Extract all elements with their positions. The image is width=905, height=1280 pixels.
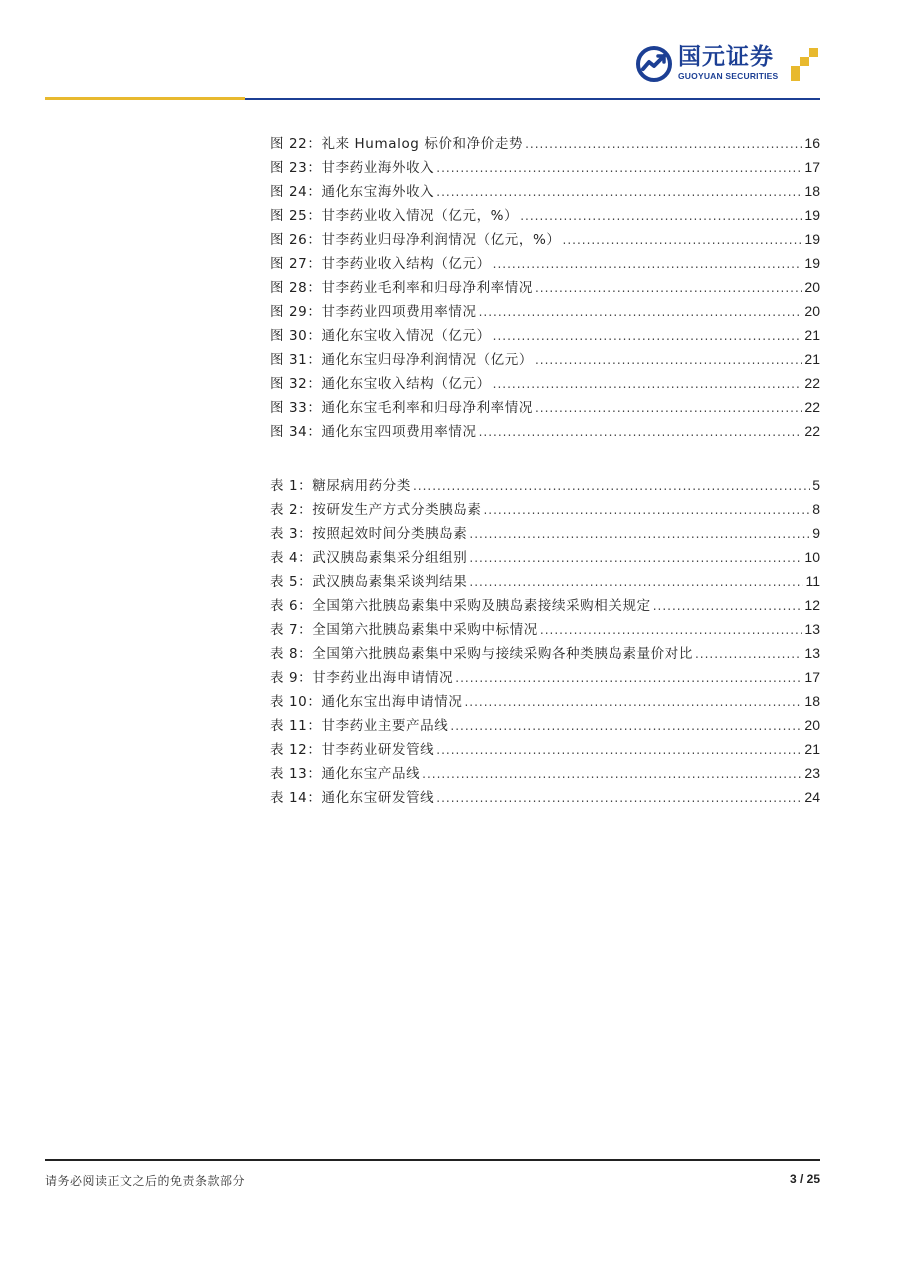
- table-entry[interactable]: [270, 593, 820, 617]
- footer-disclaimer: 请务必阅读正文之后的免责条款部分: [45, 1174, 246, 1188]
- dot-leader: [450, 714, 802, 738]
- brand-name-en: GUOYUAN SECURITIES: [678, 71, 779, 81]
- table-entry-page-number: 12: [804, 597, 820, 613]
- table-entry-label: 表 10：通化东宝出海申请情况: [270, 694, 463, 710]
- table-index: [270, 473, 820, 809]
- dot-leader: [653, 594, 803, 618]
- dot-leader: [422, 762, 802, 786]
- header-rule-accent: [45, 97, 245, 100]
- figure-entry-label: 图 33：通化东宝毛利率和归母净利率情况: [270, 400, 533, 416]
- dot-leader: [535, 276, 802, 300]
- dot-leader: [479, 300, 803, 324]
- figure-entry-page-number: 20: [804, 303, 820, 319]
- dot-leader: [464, 690, 802, 714]
- figure-entry[interactable]: [270, 203, 820, 227]
- table-entry-page-number: 13: [804, 645, 820, 661]
- figure-entry-label: 图 31：通化东宝归母净利润情况（亿元）: [270, 352, 533, 368]
- table-entry[interactable]: [270, 713, 820, 737]
- figure-entry-page-number: 21: [804, 327, 820, 343]
- figure-entry[interactable]: [270, 323, 820, 347]
- table-entry[interactable]: [270, 785, 820, 809]
- dot-leader: [493, 372, 803, 396]
- figure-entry-page-number: 20: [804, 279, 820, 295]
- dot-leader: [469, 546, 802, 570]
- figure-entry-label: 图 30：通化东宝收入情况（亿元）: [270, 328, 491, 344]
- header-rule: [245, 98, 820, 100]
- page-number: 3 / 25: [789, 1172, 820, 1186]
- brand-logo: [636, 44, 821, 86]
- dot-leader: [535, 348, 802, 372]
- table-entry-page-number: 24: [804, 789, 820, 805]
- figure-entry[interactable]: [270, 179, 820, 203]
- figure-entry-page-number: 22: [804, 423, 820, 439]
- dot-leader: [483, 498, 810, 522]
- dot-leader: [436, 786, 802, 810]
- table-entry[interactable]: [270, 761, 820, 785]
- dot-leader: [493, 252, 803, 276]
- figure-entry-label: 图 28：甘李药业毛利率和归母净利率情况: [270, 280, 533, 296]
- figure-entry-label: 图 26：甘李药业归母净利润情况（亿元，%）: [270, 232, 561, 248]
- table-entry-page-number: 13: [804, 621, 820, 637]
- table-entry-label: 表 8：全国第六批胰岛素集中采购与接续采购各种类胰岛素量价对比: [270, 646, 693, 662]
- table-entry[interactable]: [270, 569, 820, 593]
- brand-staircase-icon: [789, 48, 819, 82]
- table-entry[interactable]: [270, 737, 820, 761]
- table-entry-label: 表 4：武汉胰岛素集采分组组别: [270, 550, 468, 566]
- figure-entry-label: 图 25：甘李药业收入情况（亿元，%）: [270, 208, 519, 224]
- table-entry-label: 表 12：甘李药业研发管线: [270, 742, 435, 758]
- figure-entry[interactable]: [270, 275, 820, 299]
- dot-leader: [563, 228, 803, 252]
- dot-leader: [455, 666, 802, 690]
- table-entry-label: 表 11：甘李药业主要产品线: [270, 718, 449, 734]
- figure-entry-label: 图 32：通化东宝收入结构（亿元）: [270, 376, 491, 392]
- figure-entry-label: 图 23：甘李药业海外收入: [270, 160, 435, 176]
- dot-leader: [469, 570, 803, 594]
- figure-entry-page-number: 21: [804, 351, 820, 367]
- figure-entry[interactable]: [270, 347, 820, 371]
- footer-rule: [45, 1159, 820, 1161]
- dot-leader: [479, 420, 803, 444]
- figure-entry[interactable]: [270, 395, 820, 419]
- table-entry[interactable]: [270, 545, 820, 569]
- table-entry-label: 表 6：全国第六批胰岛素集中采购及胰岛素接续采购相关规定: [270, 598, 651, 614]
- table-entry-page-number: 11: [805, 573, 820, 589]
- figure-entry-page-number: 16: [804, 135, 820, 151]
- table-entry[interactable]: [270, 689, 820, 713]
- figure-entry-label: 图 22：礼来 Humalog 标价和净价走势: [270, 136, 524, 152]
- table-entry-page-number: 5: [812, 477, 820, 493]
- table-entry-label: 表 13：通化东宝产品线: [270, 766, 421, 782]
- table-entry-page-number: 8: [812, 501, 820, 517]
- dot-leader: [525, 132, 802, 156]
- figure-entry-page-number: 22: [804, 399, 820, 415]
- figure-index: [270, 131, 820, 443]
- table-entry-label: 表 3：按照起效时间分类胰岛素: [270, 526, 468, 542]
- table-entry[interactable]: [270, 497, 820, 521]
- table-entry-page-number: 10: [804, 549, 820, 565]
- table-entry[interactable]: [270, 665, 820, 689]
- table-entry-label: 表 14：通化东宝研发管线: [270, 790, 435, 806]
- brand-name-cn: 国元证券: [678, 44, 774, 70]
- figure-entry-page-number: 19: [804, 255, 820, 271]
- figure-entry[interactable]: [270, 371, 820, 395]
- figure-entry[interactable]: [270, 131, 820, 155]
- table-entry[interactable]: [270, 521, 820, 545]
- figure-entry-label: 图 29：甘李药业四项费用率情况: [270, 304, 477, 320]
- dot-leader: [540, 618, 803, 642]
- figure-entry-page-number: 19: [804, 231, 820, 247]
- table-entry-page-number: 23: [804, 765, 820, 781]
- figure-entry-page-number: 19: [804, 207, 820, 223]
- brand-mark-icon: [636, 46, 672, 82]
- figure-entry-label: 图 24：通化东宝海外收入: [270, 184, 435, 200]
- figure-entry-label: 图 34：通化东宝四项费用率情况: [270, 424, 477, 440]
- figure-entry[interactable]: [270, 251, 820, 275]
- table-entry-label: 表 1：糖尿病用药分类: [270, 478, 411, 494]
- table-entry-label: 表 2：按研发生产方式分类胰岛素: [270, 502, 482, 518]
- dot-leader: [436, 738, 802, 762]
- dot-leader: [695, 642, 802, 666]
- table-entry-page-number: 20: [804, 717, 820, 733]
- dot-leader: [413, 474, 810, 498]
- figure-entry-label: 图 27：甘李药业收入结构（亿元）: [270, 256, 491, 272]
- figure-entry[interactable]: [270, 299, 820, 323]
- table-entry-page-number: 21: [804, 741, 820, 757]
- table-entry[interactable]: [270, 473, 820, 497]
- dot-leader: [436, 156, 802, 180]
- table-entry-label: 表 7：全国第六批胰岛素集中采购中标情况: [270, 622, 538, 638]
- table-entry-page-number: 18: [804, 693, 820, 709]
- table-entry[interactable]: [270, 617, 820, 641]
- figure-entry-page-number: 18: [804, 183, 820, 199]
- table-entry[interactable]: [270, 641, 820, 665]
- dot-leader: [436, 180, 802, 204]
- dot-leader: [535, 396, 802, 420]
- table-entry-page-number: 9: [812, 525, 820, 541]
- figure-entry[interactable]: [270, 419, 820, 443]
- figure-entry[interactable]: [270, 155, 820, 179]
- figure-entry-page-number: 17: [804, 159, 820, 175]
- figure-entry[interactable]: [270, 227, 820, 251]
- table-entry-page-number: 17: [804, 669, 820, 685]
- figure-entry-page-number: 22: [804, 375, 820, 391]
- table-entry-label: 表 5：武汉胰岛素集采谈判结果: [270, 574, 468, 590]
- dot-leader: [493, 324, 803, 348]
- dot-leader: [520, 204, 802, 228]
- dot-leader: [469, 522, 810, 546]
- table-entry-label: 表 9：甘李药业出海申请情况: [270, 670, 454, 686]
